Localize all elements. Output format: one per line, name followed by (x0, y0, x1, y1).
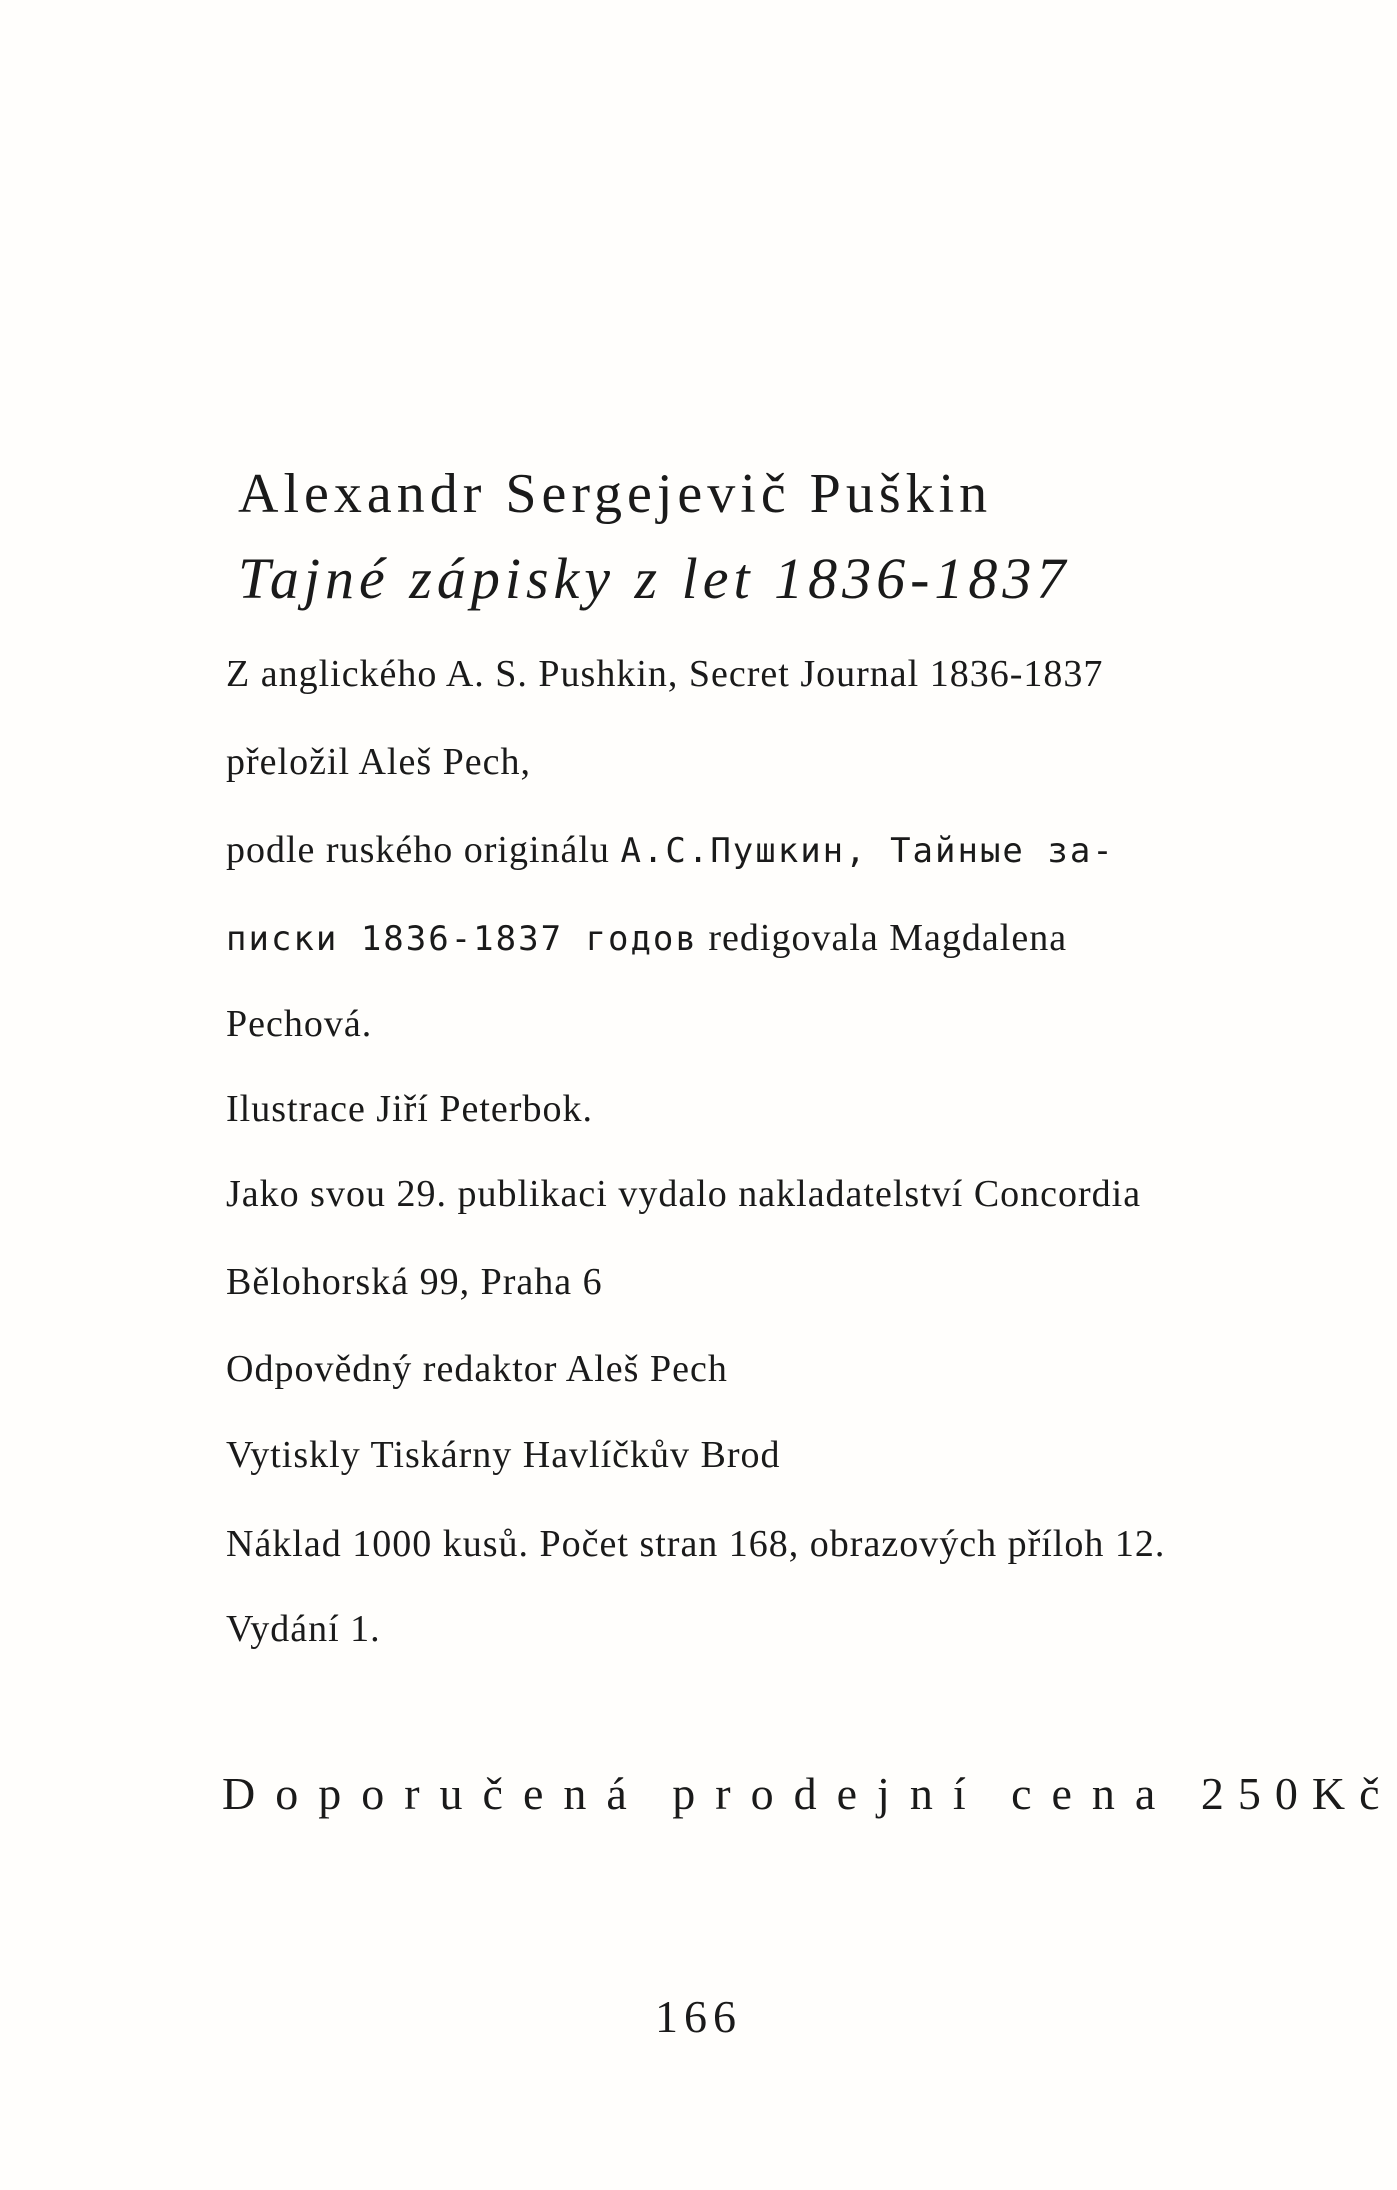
edition-line: Vydání 1. (226, 1608, 381, 1650)
original-prefix: podle ruského originálu (226, 829, 610, 871)
book-title: Tajné zápisky z let 1836-1837 (238, 546, 1071, 611)
price-amount: 250Kč (1200, 1768, 1394, 1819)
illustrator-line: Ilustrace Jiří Peterbok. (226, 1088, 593, 1130)
publisher-address: Bělohorská 99, Praha 6 (226, 1261, 603, 1303)
original-line (226, 828, 1115, 872)
price-label-1: Doporučená (222, 1768, 647, 1819)
original-russian-2: писки 1836-1837 годов (226, 919, 698, 959)
publisher-line: Jako svou 29. publikaci vydalo nakladatelství Concordia (226, 1173, 1142, 1215)
source-line: Z anglického A. S. Pushkin, Secret Journal 1836-1837 (226, 653, 1104, 695)
editor-suffix: redigovala Magdalena (708, 917, 1068, 959)
translator-line: přeložil Aleš Pech, (226, 741, 531, 783)
price-label-2: prodejní (672, 1768, 986, 1819)
original-line-2 (226, 916, 1067, 960)
print-run-line: Náklad 1000 kusů. Počet stran 168, obrazových příloh 12. (226, 1523, 1166, 1565)
author-name: Alexandr Sergejevič Puškin (238, 463, 993, 525)
page-number: 166 (655, 1991, 742, 2042)
editor-name: Pechová. (226, 1003, 373, 1045)
responsible-editor: Odpovědný redaktor Aleš Pech (226, 1348, 728, 1390)
price-label-3: cena (1011, 1768, 1176, 1819)
original-russian-1: А.С.Пушкин, Тайные за- (620, 831, 1115, 871)
recommended-price (222, 1767, 1394, 1820)
printer-line: Vytiskly Tiskárny Havlíčkův Brod (226, 1434, 781, 1476)
